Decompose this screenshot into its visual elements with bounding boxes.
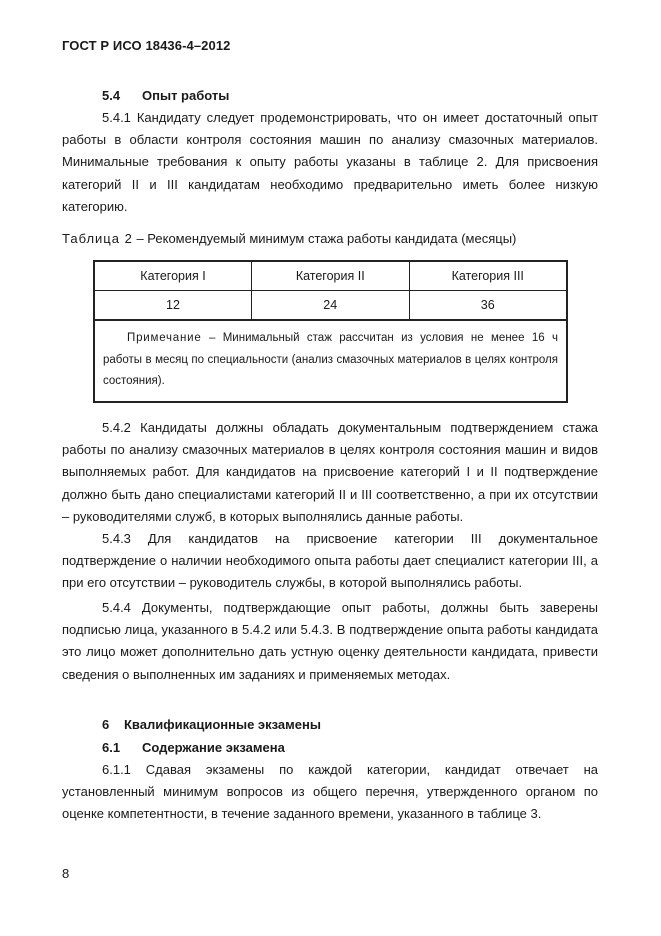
note-text: – Минимальный стаж рассчитан из условия не менее 16 ч работы в месяц по специальности (анализ смазочных материалов в целях контроля состояния). [103,332,558,387]
section-number: 6 [102,717,110,732]
paragraph-5-4-3: 5.4.3 Для кандидатов на присвоение категории III документальное подтверждение о наличии необходимого опыта работы дает специалист категории III, а при его отсутствии – руководитель службы, в которой выполнялись работы. [62,531,598,591]
section-5-4-heading [102,88,229,103]
table-header-cell: Категория III [409,261,567,291]
paragraph-5-4-1: 5.4.1 Кандидату следует продемонстрировать, что он имеет достаточный опыт работы в области контроля состояния машин по анализу смазочных материалов. Минимальные требования к опыту работы указаны в таблице 2. Для присвоения категорий II и III кандидатам необходимо предварительно иметь более низкую категорию. [62,110,598,214]
table-note-row [94,320,567,402]
table-header-cell: Категория II [252,261,410,291]
section-6-1-heading [102,740,285,755]
table-cell: 36 [409,291,567,321]
document-header: ГОСТ Р ИСО 18436-4–2012 [62,38,231,53]
paragraph-5-4-2: 5.4.2 Кандидаты должны обладать документальным подтверждением стажа работы по анализу смазочных материалов в целях контроля состояния машин и видов выполняемых работ. Для кандидатов на присвоение категорий I и II подтверждение должно быть дано специалистами категорий II и III соответственно, а при их отсутствии – руководителями служб, в которых выполнялись данные работы. [62,420,598,524]
section-number: 6.1 [102,740,121,755]
section-6-heading [102,717,321,732]
table-caption-text: – Рекомендуемый минимум стажа работы кандидата (месяцы) [132,231,517,246]
section-title: Содержание экзамена [142,740,285,755]
table-row [94,291,567,321]
section-title: Квалификационные экзамены [124,717,321,732]
note-label: Примечание [127,332,202,344]
paragraph-6-1-1: 6.1.1 Сдавая экзамены по каждой категории, кандидат отвечает на установленный минимум вопросов из общего перечня, утвержденного органом по оценке компетентности, в течение заданного времени, указанного в таблице 3. [62,762,598,822]
section-number: 5.4 [102,88,121,103]
table-note [94,320,567,402]
table-cell: 12 [94,291,252,321]
section-title: Опыт работы [142,88,230,103]
table-header-cell: Категория I [94,261,252,291]
page-number: 8 [62,866,70,881]
paragraph-5-4-4: 5.4.4 Документы, подтверждающие опыт работы, должны быть заверены подписью лица, указанного в 5.4.2 или 5.4.3. В подтверждение опыта работы кандидата это лицо может дополнительно дать устную оценку деятельности кандидата, привести сведения о выполненных им заданиях и применяемых методах. [62,600,598,682]
table-2-caption [62,231,516,246]
table-2 [93,260,568,403]
table-header-row [94,261,567,291]
table-cell: 24 [252,291,410,321]
table-caption-label: Таблица 2 [62,231,133,246]
